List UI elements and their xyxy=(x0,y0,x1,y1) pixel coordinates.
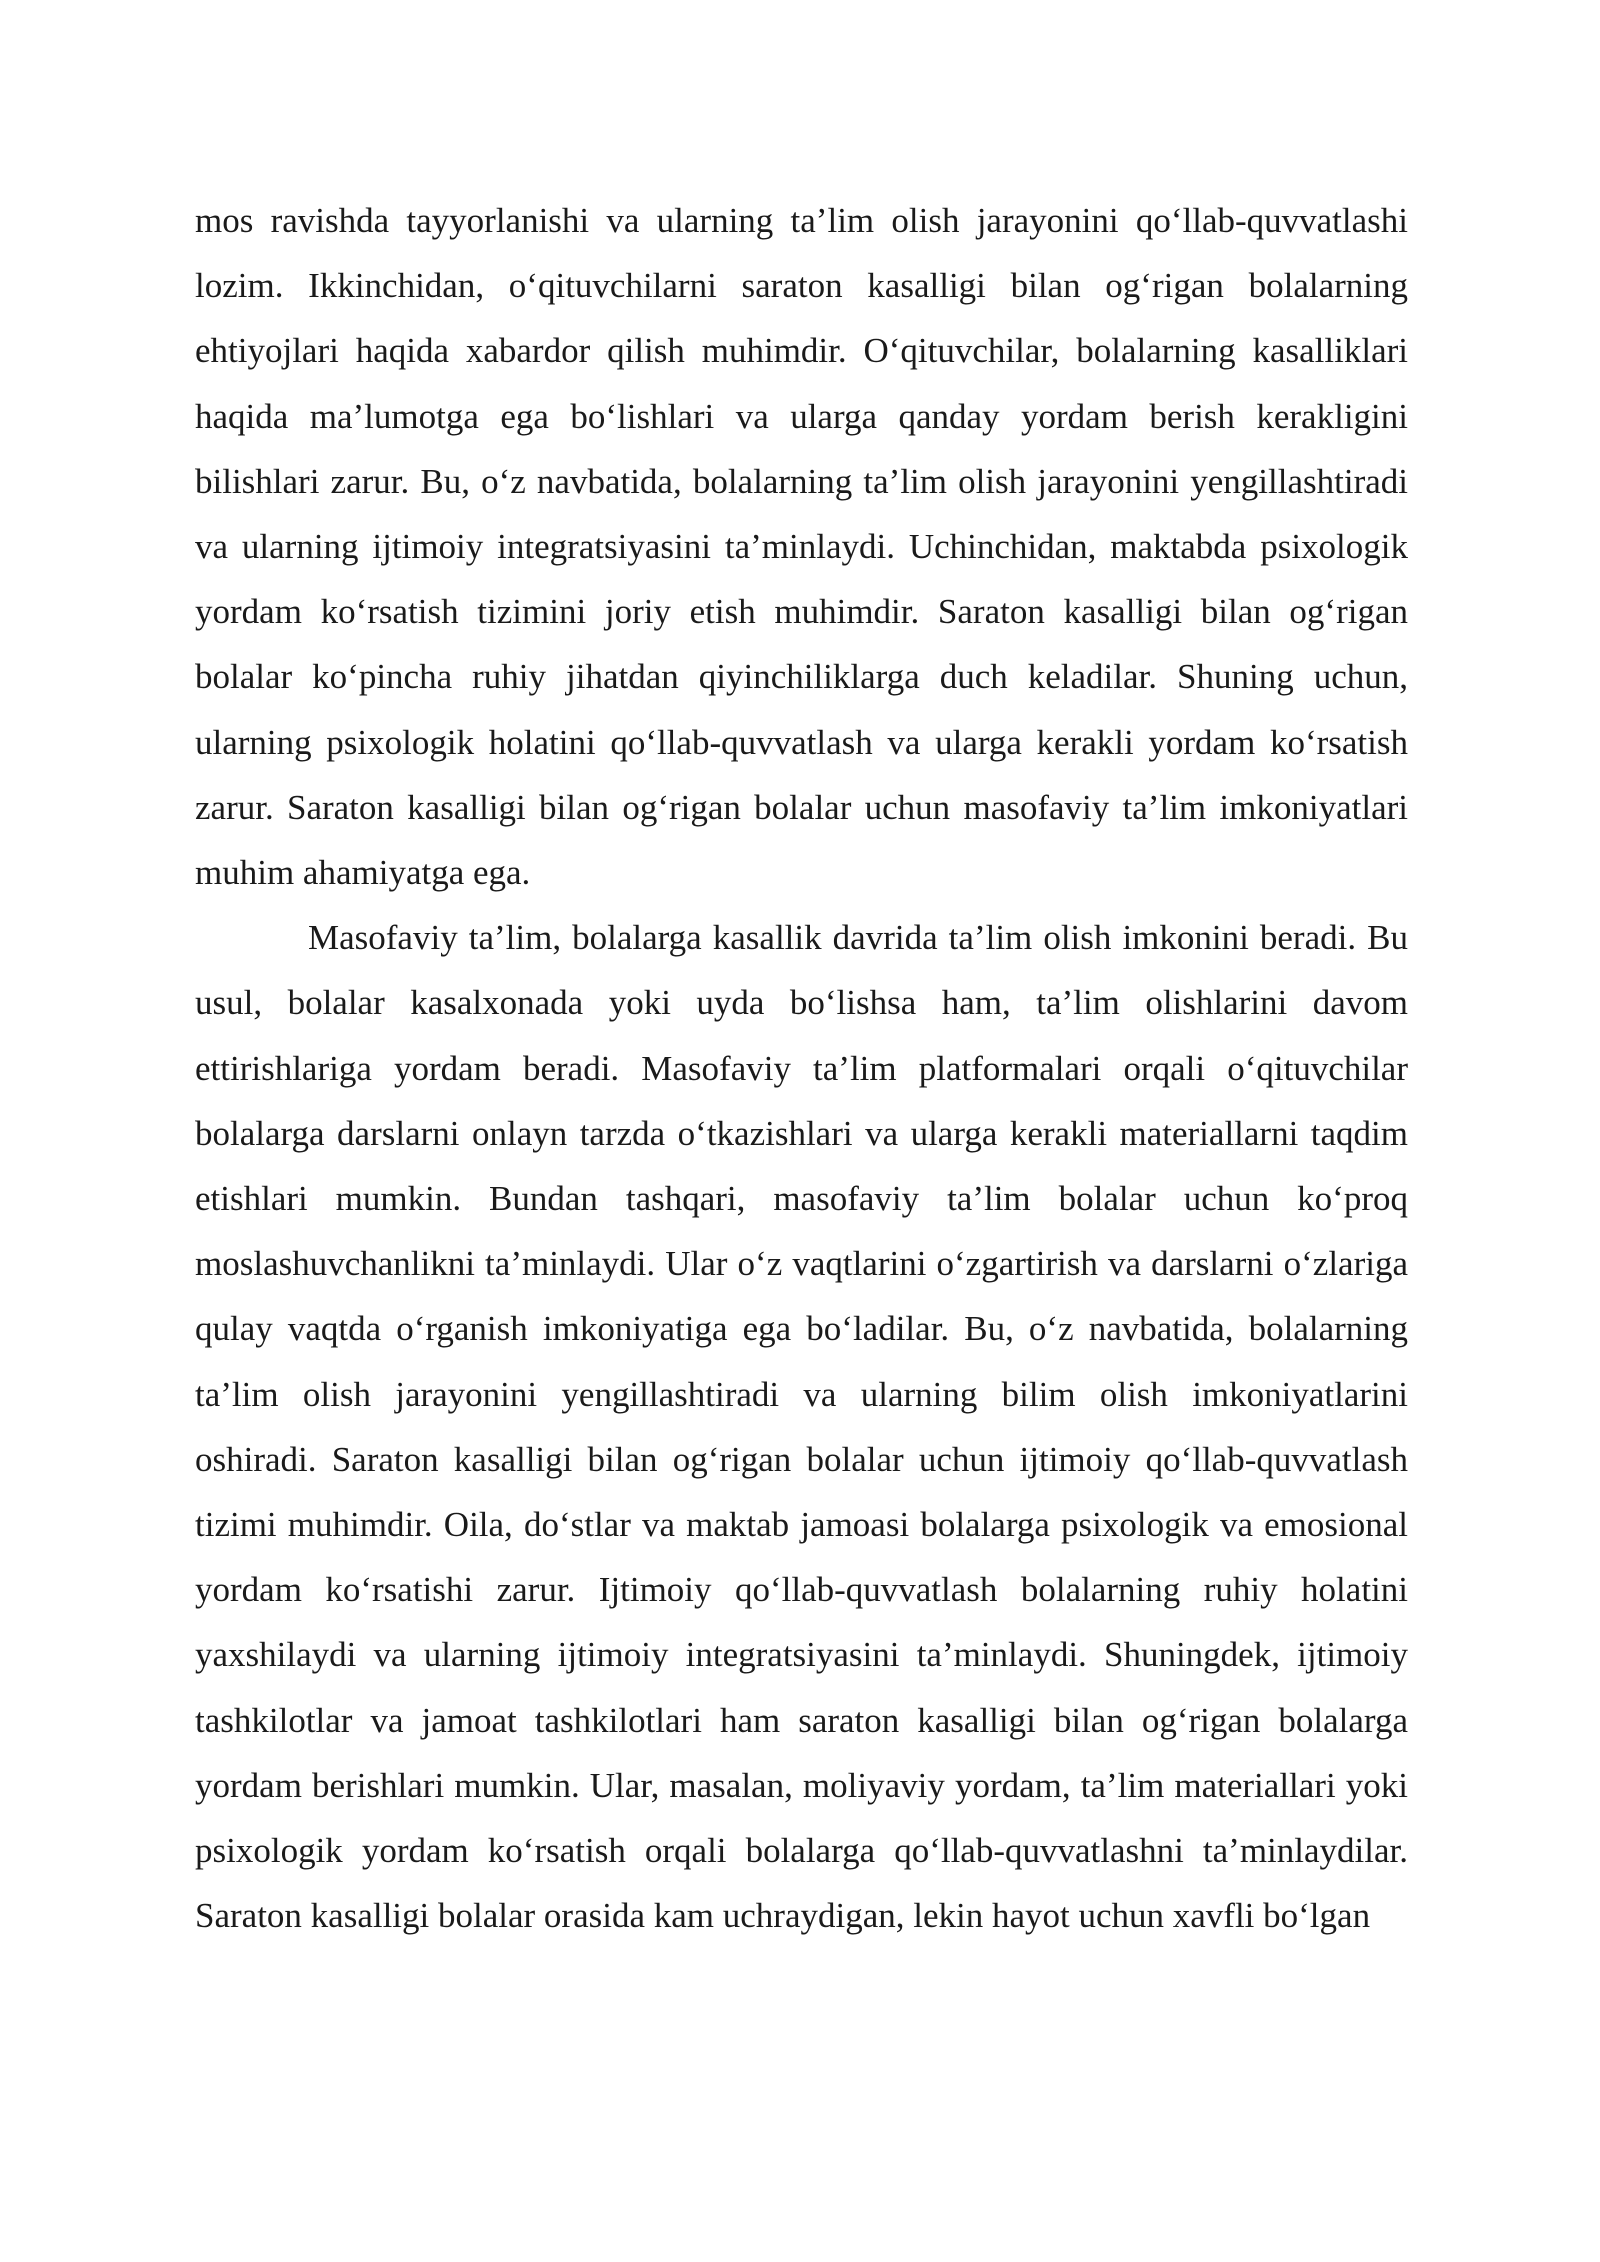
paragraph-continuation: mos ravishda tayyorlanishi va ularning ta’lim olish jarayonini qo‘llab-quvvatlashi lozim. Ikkinchidan, o‘qituvchilarni saraton kasalligi bilan og‘rigan bolalarning ehtiyojlari haqida xabardor qilish muhimdir. O‘qituvchilar, bolalarning kasalliklari haqida ma’lumotga ega bo‘lishlari va ularga qanday yordam berish kerakligini bilishlari zarur. Bu, o‘z navbatida, bolalarning ta’lim olish jarayonini yengillashtiradi va ularning ijtimoiy integratsiyasini ta’minlaydi. Uchinchidan, maktabda psixologik yordam ko‘rsatish tizimini joriy etish muhimdir. Saraton kasalligi bilan og‘rigan bolalar ko‘pincha ruhiy jihatdan qiyinchiliklarga duch keladilar. Shuning uchun, ularning psixologik holatini qo‘llab-quvvatlash va ularga kerakli yordam ko‘rsatish zarur. Saraton kasalligi bilan og‘rigan bolalar uchun masofaviy ta’lim imkoniyatlari muhim ahamiyatga ega. xyxy=(195,201,1408,893)
body-text xyxy=(195,188,1408,1948)
paragraph-distance-learning: Masofaviy ta’lim, bolalarga kasallik davrida ta’lim olish imkonini beradi. Bu usul, bolalar kasalxonada yoki uyda bo‘lishsa ham, ta’lim olishlarini davom ettirishlariga yordam beradi. Masofaviy ta’lim platformalari orqali o‘qituvchilar bolalarga darslarni onlayn tarzda o‘tkazishlari va ularga kerakli materiallarni taqdim etishlari mumkin. Bundan tashqari, masofaviy ta’lim bolalar uchun ko‘proq moslashuvchanlikni ta’minlaydi. Ular o‘z vaqtlarini o‘zgartirish va darslarni o‘zlariga qulay vaqtda o‘rganish imkoniyatiga ega bo‘ladilar. Bu, o‘z navbatida, bolalarning ta’lim olish jarayonini yengillashtiradi va ularning bilim olish imkoniyatlarini oshiradi. Saraton kasalligi bilan og‘rigan bolalar uchun ijtimoiy qo‘llab-quvvatlash tizimi muhimdir. Oila, do‘stlar va maktab jamoasi bolalarga psixologik va emosional yordam ko‘rsatishi zarur. Ijtimoiy qo‘llab-quvvatlash bolalarning ruhiy holatini yaxshilaydi va ularning ijtimoiy integratsiyasini ta’minlaydi. Shuningdek, ijtimoiy tashkilotlar va jamoat tashkilotlari ham saraton kasalligi bilan og‘rigan bolalarga yordam berishlari mumkin. Ular, masalan, moliyaviy yordam, ta’lim materiallari yoki psixologik yordam ko‘rsatish orqali bolalarga qo‘llab-quvvatlashni ta’minlaydilar. Saraton kasalligi bolalar orasida kam uchraydigan, lekin hayot uchun xavfli bo‘lgan xyxy=(195,918,1408,1936)
